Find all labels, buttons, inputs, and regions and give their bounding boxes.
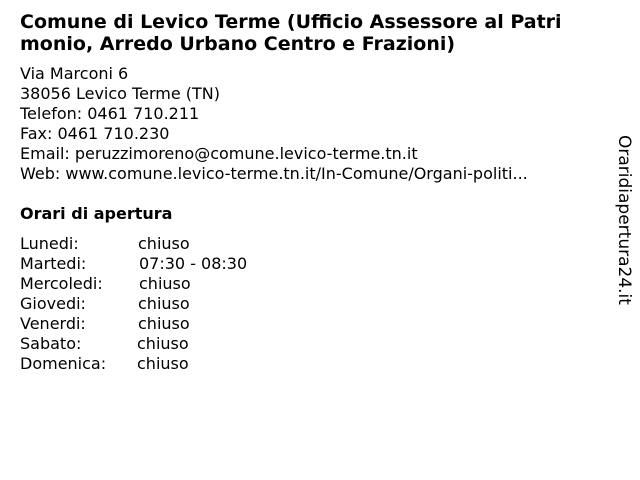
day-hours: chiuso (137, 354, 189, 373)
day-hours: chiuso (137, 334, 189, 353)
website: Web: www.comune.levico-terme.tn.it/In-Comune/Organi-politi... (20, 164, 528, 183)
day-label: Martedi: (20, 254, 87, 273)
day-label: Lunedi: (20, 234, 79, 253)
page-title-line-2: monio, Arredo Urbano Centro e Frazioni) (20, 33, 456, 55)
contact-block (20, 64, 528, 184)
fax: Fax: 0461 710.230 (20, 124, 170, 143)
city: 38056 Levico Terme (TN) (20, 84, 220, 103)
opening-hours-heading: Orari di apertura (20, 204, 173, 223)
day-hours: chiuso (138, 314, 190, 333)
day-hours: chiuso (138, 234, 190, 253)
day-hours: chiuso (138, 294, 190, 313)
page-title (20, 11, 610, 55)
day-label: Venerdi: (20, 314, 86, 333)
day-label: Mercoledi: (20, 274, 103, 293)
phone: Telefon: 0461 710.211 (20, 104, 200, 123)
address: Via Marconi 6 (20, 64, 129, 83)
email: Email: peruzzimoreno@comune.levico-terme.tn.it (20, 144, 418, 163)
day-hours: 07:30 - 08:30 (139, 254, 248, 273)
day-label: Sabato: (20, 334, 82, 353)
day-label: Domenica: (20, 354, 107, 373)
day-label: Giovedi: (20, 294, 86, 313)
site-watermark: Oraridiapertura24.it (614, 135, 634, 305)
page-title-line-1: Comune di Levico Terme (Ufficio Assessore al Patri (20, 11, 562, 33)
day-hours: chiuso (139, 274, 191, 293)
